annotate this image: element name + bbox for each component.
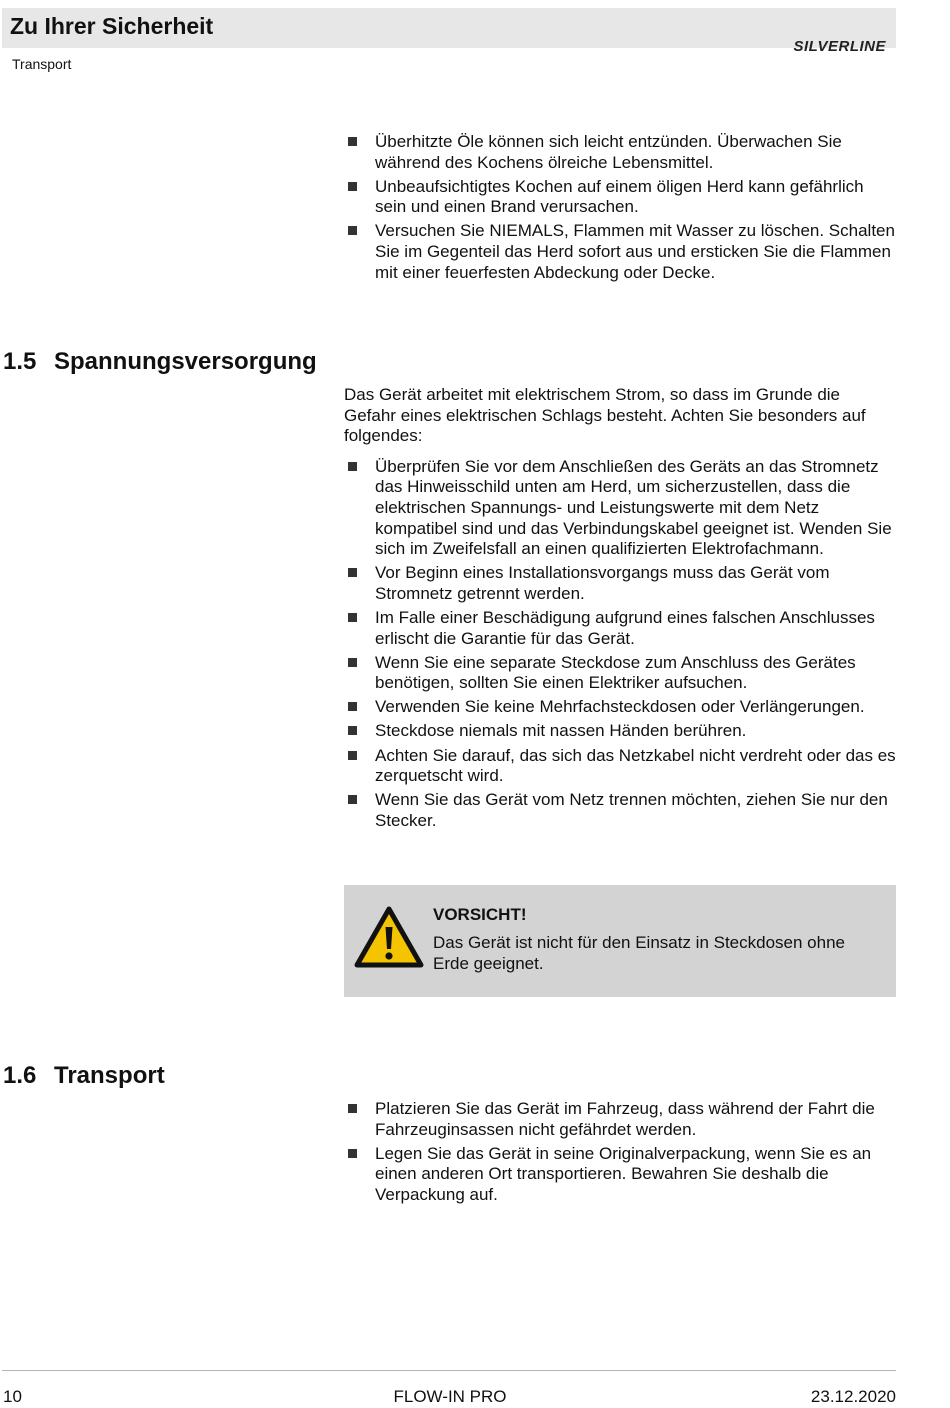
list-item: Versuchen Sie NIEMALS, Flammen mit Wasser zu löschen. Schalten Sie im Gegenteil das Herd sofort aus und ersticken Sie die Flammen mit einer feuerfesten Abdeckung oder Decke.: [344, 221, 896, 283]
bullet-square-icon: [348, 182, 357, 191]
section-title: Transport: [54, 1062, 165, 1089]
brand-logo: SILVERLINE: [793, 38, 886, 55]
list-item: Wenn Sie das Gerät vom Netz trennen möchten, ziehen Sie nur den Stecker.: [344, 790, 896, 831]
list-item: Steckdose niemals mit nassen Händen berühren.: [344, 721, 896, 742]
section-number: 1.6: [3, 1062, 37, 1089]
fire-safety-list: [344, 132, 896, 287]
bullet-square-icon: [348, 751, 357, 760]
list-item: Legen Sie das Gerät in seine Originalverpackung, wenn Sie es an einen anderen Ort transportieren. Bewahren Sie deshalb die Verpackung auf.: [344, 1144, 896, 1206]
power-section-body: [344, 385, 896, 835]
list-item: Überprüfen Sie vor dem Anschließen des Geräts an das Stromnetz das Hinweisschild unten am Herd, um sicherzustellen, dass die elektrischen Spannungs- und Leistungswerte mit dem Netz kompatibel sind und das Verbindungskabel geeignet ist. Wenden Sie sich im Zweifelsfall an einen qualifizierten Elektrofachmann.: [344, 457, 896, 560]
list-item: Platzieren Sie das Gerät im Fahrzeug, dass während der Fahrt die Fahrzeuginsassen nicht gefährdet werden.: [344, 1099, 896, 1140]
bullet-square-icon: [348, 795, 357, 804]
bullet-square-icon: [348, 1104, 357, 1113]
list-item: Unbeaufsichtigtes Kochen auf einem öligen Herd kann gefährlich sein und einen Brand verursachen.: [344, 177, 896, 218]
warning-triangle-icon: [353, 905, 425, 969]
list-item: Im Falle einer Beschädigung aufgrund eines falschen Anschlusses erlischt die Garantie für das Gerät.: [344, 608, 896, 649]
bullet-square-icon: [348, 1149, 357, 1158]
list-item: Achten Sie darauf, das sich das Netzkabel nicht verdreht oder das es zerquetscht wird.: [344, 746, 896, 787]
footer-date: 23.12.2020: [810, 1387, 896, 1406]
bullet-square-icon: [348, 137, 357, 146]
transport-section-body: [344, 1099, 896, 1209]
section-title: Spannungsversorgung: [54, 348, 317, 375]
bullet-square-icon: [348, 613, 357, 622]
page-title: Zu Ihrer Sicherheit: [10, 13, 214, 39]
list-item: Überhitzte Öle können sich leicht entzünden. Überwachen Sie während des Kochens ölreiche Lebensmittel.: [344, 132, 896, 173]
list-item: Wenn Sie eine separate Steckdose zum Anschluss des Gerätes benötigen, sollten Sie einen Elektriker aufsuchen.: [344, 653, 896, 694]
page-number: 10: [3, 1387, 22, 1406]
list-item: Verwenden Sie keine Mehrfachsteckdosen oder Verlängerungen.: [344, 697, 896, 718]
bullet-square-icon: [348, 726, 357, 735]
warning-title: VORSICHT!: [433, 905, 527, 924]
footer-divider: [2, 1370, 896, 1371]
section-heading-power: [3, 348, 317, 376]
bullet-square-icon: [348, 226, 357, 235]
section-intro: Das Gerät arbeitet mit elektrischem Strom, so dass im Grunde die Gefahr eines elektrischen Schlags besteht. Achten Sie besonders auf folgendes:: [344, 385, 866, 446]
bullet-square-icon: [348, 658, 357, 667]
section-number: 1.5: [3, 348, 37, 375]
list-item: Vor Beginn eines Installationsvorgangs muss das Gerät vom Stromnetz getrennt werden.: [344, 563, 896, 604]
footer-model-name: FLOW-IN PRO: [393, 1387, 507, 1406]
section-heading-transport: [3, 1062, 165, 1090]
bullet-square-icon: [348, 462, 357, 471]
warning-text: Das Gerät ist nicht für den Einsatz in Steckdosen ohne Erde geeignet.: [433, 933, 846, 973]
warning-box: [344, 885, 896, 997]
bullet-square-icon: [348, 568, 357, 577]
bullet-square-icon: [348, 702, 357, 711]
page-subtitle: Transport: [12, 56, 72, 72]
